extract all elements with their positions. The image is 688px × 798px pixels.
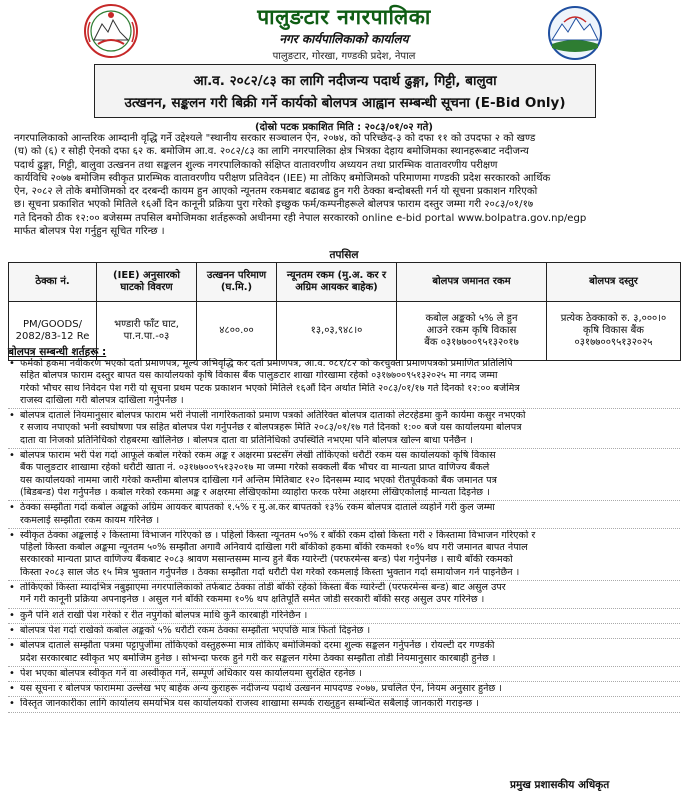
bullet-icon: • xyxy=(9,410,15,422)
term-line: विस्तृत जानकारीका लागि कार्यालय समयभित्र यस कार्यालयको राजस्व शाखामा सम्पर्क राख्नुहुन सम्बन्धित सबैलाई जानकारी गराइन्छ । xyxy=(20,698,479,710)
office-name: नगर कार्यपालिकाको कार्यालय xyxy=(279,32,409,46)
bullet-icon: • xyxy=(9,667,15,679)
term-line: सरकारको मान्यता प्राप्त वाणिज्य बैंकबाट २०८३ श्रावण मसान्तसम्म मान्य हुने बैंक ग्यारेन्टी (परफरमेन्स बन्ड) पेश गर्नुपर्नेछ । साथै बाँकी रकमको xyxy=(20,554,513,566)
table-caption: तपसिल xyxy=(329,249,359,261)
signature-title: प्रमुख प्रशासकीय अधिकृत xyxy=(510,779,610,791)
term-line: किस्ता २०८३ साल जेठ १५ मित्र भुक्तान गर्नुपर्नेछ । ठेक्का सम्झौता गर्दा धरौटी पेश गरेको रकमलाई किस्ता भुक्तान गर्दा समायोजन गर्न पाइनेछैन । xyxy=(20,566,520,578)
org-name: पालुङटार नगरपालिका xyxy=(257,5,431,29)
intro-line: पदार्थ ढुङ्गा, गिट्टी, बालुवा उत्खनन तथा सङ्कलन शुल्क नगरपालिकाको संक्षिप्त वातावरणीय अध्ययन तथा प्रारम्भिक वातावरणीय परीक्षण xyxy=(14,159,498,171)
table-header-row xyxy=(9,263,681,302)
term-line: बोलपत्र फाराम भरी पेश गर्दा आफूले कबोल गरेको रकम अङ्क र अक्षरमा प्रस्टसँग लेखी तोकिएको धरौटी रकम यस कार्यालयको कृषि विकास xyxy=(20,450,496,462)
cell-quantity: ४८००.०० xyxy=(197,302,277,361)
bullet-icon: • xyxy=(9,450,15,462)
term-item xyxy=(8,698,680,712)
term-line: पेश भएका बोलपत्र स्वीकृत गर्ने वा अस्वीकृत गर्ने, सम्पूर्ण अधिकार यस कार्यालयमा सुरक्षित रहनेछ । xyxy=(20,667,362,679)
bullet-icon: • xyxy=(9,698,15,710)
table-row xyxy=(9,302,681,361)
term-item xyxy=(8,625,680,639)
fee-line: कृषि विकास बैंक xyxy=(583,325,644,336)
term-line: प्रदेश सरकारबाट स्वीकृत भए बमोजिम हुनेछ । सोभन्दा फरक हुने गरी कर सङ्कलन गरेमा ठेक्का सम्झौता तोडी नियमानुसार कारबाही हुनेछ । xyxy=(20,652,496,664)
intro-line: छ। सूचना प्रकाशित भएको मितिले १६औं दिन कानूनी प्रक्रिया पुरा गरेको इच्छुक फर्म/कम्पनीहरूले बोलपत्र फाराम दस्तुर जम्मा गरी २०८३/०१/१७ xyxy=(14,199,534,211)
terms-heading: बोलपत्र सम्बन्धी शर्तहरू : xyxy=(8,346,107,358)
office-address: पालुङटार, गोरखा, गण्डकी प्रदेश, नेपाल xyxy=(272,51,416,62)
security-line: कबोल अङ्कको ५% ले हुन xyxy=(425,313,518,324)
term-line: गरेको भौचर साथ निवेदन पेश गरी यो सूचना प्रथम पटक प्रकाशन भएको मितिले १६औं दिन अर्थात मिति २०८३/०१/१७ गते दिनको १२:०० बजेमित्र xyxy=(20,382,520,394)
term-item xyxy=(8,502,680,529)
notice-title-line-1: आ.व. २०८२/८३ का लागि नदीजन्य पदार्थ ढुङ्गा, गिट्टी, बालुवा xyxy=(193,73,497,89)
term-line: यस कार्यालयको नाममा जारी गरेको कम्तीमा बोलपत्र दाखिला गर्ने अन्तिम मितिबाट १२० दिनसम्म म्याद भएको रीतपूर्वकको बैंक जमानत पत्र xyxy=(20,474,497,486)
security-line: आउने रकम कृषि विकास xyxy=(426,325,517,336)
bullet-icon: • xyxy=(9,640,15,652)
term-line: कुनै पनि शर्त राखी पेश गरेको र रीत नपुगेको बोलपत्र माथि कुनै कारबाही गरिनेछैन । xyxy=(20,609,308,621)
publish-date: (दोस्रो पटक प्रकाशित मिति : २०८३/०१/०२ गते) xyxy=(255,122,433,133)
term-item xyxy=(8,410,680,449)
term-line: स्वीकृत ठेक्का अङ्कलाई २ किस्तामा विभाजन गरिएको छ । पहिलो किस्ता न्यूनतम ५०% र बाँकी रकम दोस्रो किस्ता गरी २ किस्तामा विभाजन गरिएको र xyxy=(20,529,536,541)
intro-line: ऐन, २०८२ ले तोके बमोजिमको दर दरबन्दी कायम हुन आएको न्यूनतम रकमबाट बढाबढ हुन गरी ठेक्का बन्दोबस्ती गर्न यो सूचना प्रकाशन गरिएको xyxy=(14,186,538,198)
cell-ghat-details xyxy=(97,302,197,361)
terms-list xyxy=(8,358,680,714)
notice-title-box xyxy=(94,64,596,118)
term-item xyxy=(8,450,680,501)
term-line: रकमलाई सम्झौता रकम कायम गरिनेछ । xyxy=(20,514,160,526)
intro-paragraph xyxy=(14,132,676,248)
contract-no-part: 2082/83-12 Re xyxy=(15,331,90,342)
term-item xyxy=(8,640,680,667)
bullet-icon: • xyxy=(9,529,15,541)
term-line: ठेक्का सम्झौता गर्दा कबोल अङ्कको अग्रिम आयकर बापतको १.५% र मु.अ.कर बापतको १३% रकम बोलपत्र दाताले व्यहोर्ने गरी कुल जम्मा xyxy=(20,502,495,514)
notice-title-line-2: उत्खनन, सङ्कलन गरी बिक्री गर्ने कार्यको बोलपत्र आह्वान सम्बन्धी सूचना (E-Bid Only) xyxy=(124,95,566,111)
bullet-icon: • xyxy=(9,502,15,514)
bullet-icon: • xyxy=(9,582,15,594)
term-line: बोलपत्र दाताले नियमानुसार बोलपत्र फाराम भरी नेपाली नागरिकताको प्रमाण पत्रको अतिरिक्त बोलपत्र दाताको लेटरहेडमा कुनै कार्यमा कसुर नभएको xyxy=(20,410,526,422)
term-item xyxy=(8,668,680,682)
col-header-contract-no: ठेक्का नं. xyxy=(9,263,97,302)
term-item xyxy=(8,683,680,697)
term-line: पहिलो किस्ता कबोल अङ्कमा न्यूनतम ५०% सम्झौता अगावै अनिवार्य दाखिला गरी बाँकीको हकमा बाँकी रकमको १०% थप गरी जमानत बापत नेपाल xyxy=(20,542,528,554)
term-line: बोलपत्र पेश गर्दा राखेको कबोल अङ्कको ५% धरौटी रकम ठेक्का सम्झौता भएपछि मात्र फिर्ता दिइनेछ । xyxy=(20,624,371,636)
term-line: बैंक पालुङटार शाखामा रहेको धरौटी खाता नं. ०३१७७००९५१३२०१७ मा जम्मा गरेको सक्कली बैंक भौचर वा मान्यता प्राप्त वाणिज्य बैंकले xyxy=(20,462,490,474)
municipality-logo-icon xyxy=(544,4,606,62)
cell-minimum-amount: १३,०३,९४८।० xyxy=(277,302,397,361)
intro-line: नगरपालिकाको आन्तरिक आम्दानी वृद्धि गर्ने उद्देश्यले "स्थानीय सरकार सञ्चालन ऐन, २०७४, को परिच्छेद-३ को दफा ११ को उपदफा २ को खण्ड xyxy=(14,133,536,144)
cell-bid-security xyxy=(397,302,547,361)
ghat-name: भण्डारी फाँट घाट, xyxy=(114,319,179,330)
intro-line: गते दिनको ठीक १२:०० बजेसम्म तपसिल बमोजिमका शर्तहरूको अधीनमा रही नेपाल सरकारको online e-bid portal www.bolpatra.gov.np/egp xyxy=(14,212,587,224)
term-item xyxy=(8,530,680,581)
term-line: राजस्व दाखिला गरी बोलपत्र दाखिला गर्नुपर्नेछ । xyxy=(20,394,184,406)
bullet-icon: • xyxy=(9,683,15,695)
letterhead xyxy=(0,0,688,62)
col-header-bid-security: बोलपत्र जमानत रकम xyxy=(397,263,547,302)
bullet-icon: • xyxy=(9,358,15,369)
fee-line: ०३१७७००९५१३२०२५ xyxy=(574,337,653,348)
col-header-minimum-amount: न्यूनतम रकम (मु.अ. कर र अग्रिम आयकर बाहेक) xyxy=(277,263,397,302)
term-line: तोकिएको किस्ता म्यादभित्र नबुझाएमा नगरपालिकाको तर्फबाट ठेक्का तोडी बाँकी रहेको किस्ता बैंक ग्यारेन्टी (परफरमेन्स बन्ड) बाट असुल उपर xyxy=(20,582,506,594)
term-item xyxy=(8,358,680,409)
term-item xyxy=(8,582,680,609)
security-line: बैंक ०३१७७००९५१३२०१७ xyxy=(424,337,519,348)
contract-no-part: PM/GOODS/ xyxy=(23,319,82,330)
col-header-quantity: उत्खनन परिमाण (घ.मि.) xyxy=(197,263,277,302)
term-line: दाता वा निजको प्रतिनिधिको रोहबरमा खोलिनेछ । बोलपत्र दाता वा प्रतिनिधिको उपस्थिति नभएमा पनि बोलपत्र खोल्न बाधा पर्नेछैन । xyxy=(20,434,473,446)
term-line: फर्मको हकमा नवीकरण भएको दर्ता प्रमाणपत्र, मूल्य अभिवृद्धि कर दर्ता प्रमाणपत्र, आ.व. ०८१/८२ को करचुक्ता प्रमाणपत्रको प्रमाणित प्रतिलिपि xyxy=(20,358,513,369)
col-header-bid-fee: बोलपत्र दस्तुर xyxy=(547,263,681,302)
bullet-icon: • xyxy=(9,624,15,636)
intro-line: मार्फत बोलपत्र पेश गर्नुहुन सूचित गरिन्छ । xyxy=(14,226,165,238)
ghat-ward: पा.न.पा.-०३ xyxy=(123,331,170,342)
term-item xyxy=(8,610,680,624)
term-line: बोलपत्र दाताले सम्झौता पत्रमा पट्टापुर्जीमा तोकिएको वस्तुहरूमा मात्र तोकिए बमोजिमको दरमा शुल्क सङ्कलन गर्नुपर्नेछ । रोयल्टी दर गण्डकी xyxy=(20,640,495,652)
intro-line: कार्यविधि २०७७ बमोजिम स्वीकृत प्रारम्भिक वातावरणीय परीक्षण प्रतिवेदन (IEE) मा तोकिए बमोजिमको परिमाणमा गण्डकी प्रदेश सरकारको आर्थिक xyxy=(14,172,551,184)
term-line: र सजाय नपाएको भनी स्वघोषणा पत्र सहित बोलपत्र पेश गर्नुपर्नेछ र बोलपत्रहरू मिति २०८३/०१/१७ गते दिनको १:०० बजे यस कार्यालयमा बोलपत्र xyxy=(20,422,522,434)
term-line: गर्ने गरी कानूनी प्रक्रिया अपनाइनेछ । असुल गर्न बाँकी रकममा १०% थप क्षतिपूर्ति समेत जोडी सरकारी बाँकी सरह असुल उपर गरिनेछ । xyxy=(20,594,485,606)
intro-line: (घ) को (६) र सोही ऐनको दफा ६२ क. बमोजिम आ.व. २०८२/८३ का लागि नगरपालिका क्षेत्र भित्रका देहाय बमोजिमका स्थानहरूबाट नदीजन्य xyxy=(14,146,529,158)
term-line: यस सूचना र बोलपत्र फाराममा उल्लेख भए बाहेक अन्य कुराहरू नदीजन्य पदार्थ उत्खनन मापदण्ड २०७७, प्रचलित ऐन, नियम अनुसार हुनेछ । xyxy=(20,683,502,695)
bullet-icon: • xyxy=(9,609,15,621)
fee-line: प्रत्येक ठेक्काको रु. ३,०००।० xyxy=(560,313,667,324)
term-line: (बिडबन्ड) पेश गर्नुपर्नेछ । कबोल गरेको रकममा अङ्क र अक्षरमा लेखिएकोमा व्याहोरा फरक परेमा अक्षरमा लेखिएकोलाई मान्यता दिइनेछ । xyxy=(20,486,490,498)
contract-table xyxy=(8,262,681,361)
cell-bid-fee xyxy=(547,302,681,361)
term-line: सहित बोलपत्र फाराम दस्तुर बापत यस कार्यालयको कृषि विकास बैंक पालुङटार शाखा गोरखामा रहेको ०३१७७००९५१३२०२५ मा नगद जम्मा xyxy=(20,370,498,382)
col-header-ghat-details: (IEE) अनुसारको घाटको विवरण xyxy=(97,263,197,302)
